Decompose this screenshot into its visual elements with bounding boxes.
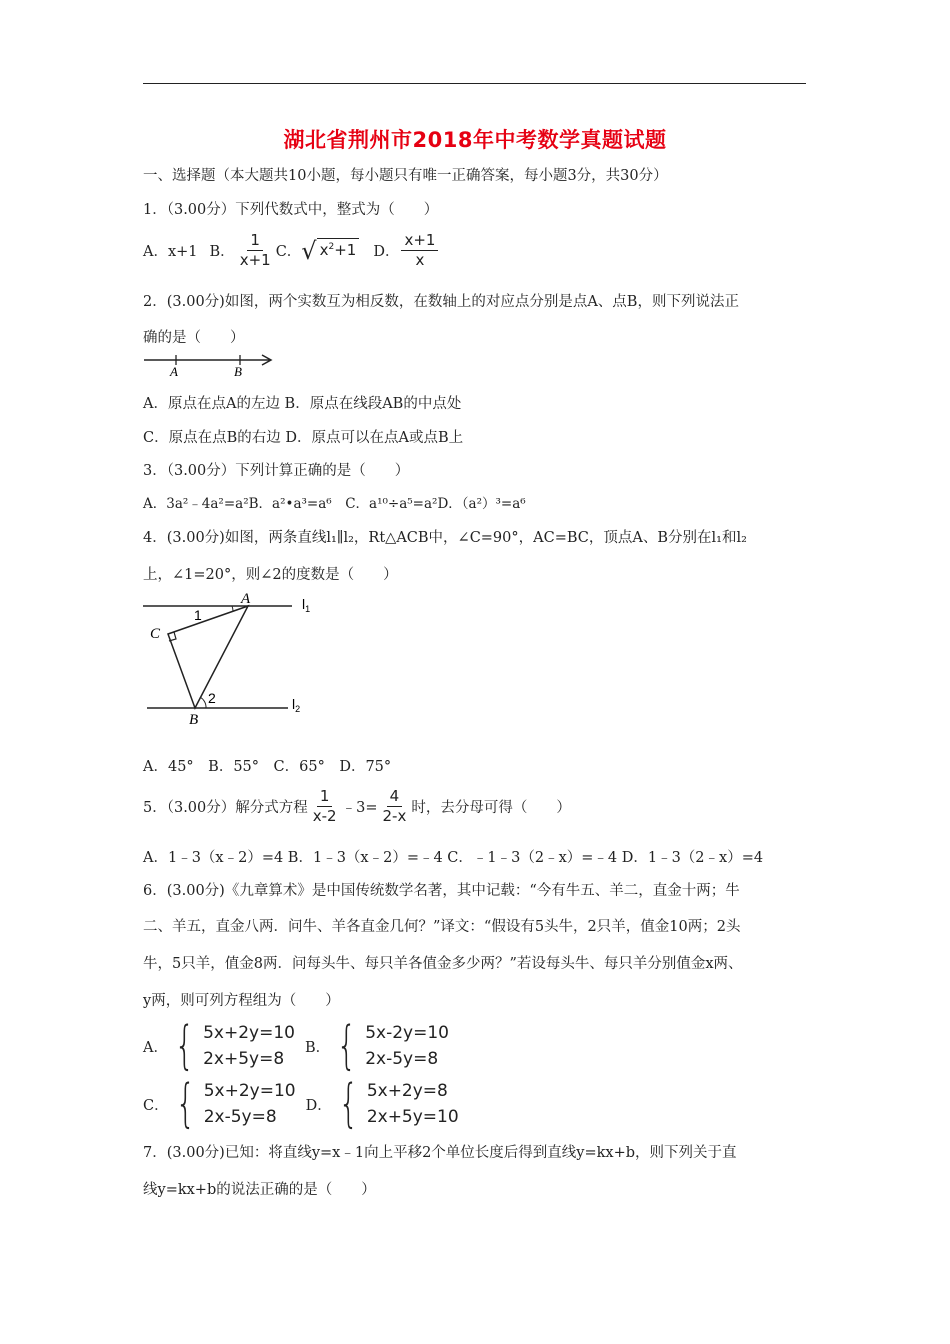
q1-options: [143, 232, 440, 270]
q3-options: A．3a²﹣4a²=a²B．a²•a³=a⁶ C．a¹⁰÷a⁵=a²D．（a²）³=a⁶: [143, 496, 526, 512]
brace-icon: {: [336, 1016, 357, 1076]
fraction-numerator: 1: [247, 232, 263, 251]
q7-stem-line1: 7．(3.00分)已知：将直线y=x﹣1向上平移2个单位长度后得到直线y=kx+b，则下列关于直: [143, 1145, 737, 1161]
angle-2-arc: [200, 697, 206, 708]
l1-letter: l: [302, 596, 306, 612]
q4-stem-line1: 4．(3.00分)如图，两条直线l₁∥l₂，Rt△ACB中，∠C=90°，AC=BC，顶点A、B分别在l₁和l₂: [143, 530, 747, 546]
triangle-figure: [140, 588, 320, 730]
q5-options: A．1﹣3（x﹣2）=4 B．1﹣3（x﹣2）=﹣4 C．﹣1﹣3（2﹣x）=﹣4 D．1﹣3（2﹣x）=4: [143, 850, 764, 866]
q5-stem: [143, 788, 571, 826]
q5-middle: ﹣3=: [341, 800, 378, 817]
q3-stem: 3．（3.00分）下列计算正确的是（ ）: [143, 463, 410, 479]
l1-subscript: 1: [305, 604, 311, 614]
equation-line: 2x+5y=10: [366, 1107, 459, 1127]
q1-option-d-fraction: [401, 232, 438, 270]
fraction-numerator: 1: [317, 788, 333, 807]
q4-options: A．45° B．55° C．65° D．75°: [143, 759, 392, 775]
q1-option-c-sqrt: [301, 238, 359, 264]
q1-option-c-label: C．: [275, 244, 302, 261]
equation-line: 2x-5y=8: [365, 1049, 439, 1069]
l2-subscript: 2: [295, 704, 301, 714]
q6-option-d-label: D．: [305, 1097, 332, 1114]
radicand-tail: +1: [334, 240, 357, 259]
brace-icon: {: [174, 1016, 195, 1076]
radicand: [317, 238, 360, 264]
section-heading: 一、选择题（本大题共10小题，每小题只有唯一正确答案，每小题3分，共30分）: [143, 168, 668, 184]
fraction-numerator: 4: [387, 788, 403, 807]
q1-option-b-label: B．: [209, 244, 235, 261]
l2-letter: l: [292, 696, 296, 712]
vertex-b-label: B: [189, 712, 199, 728]
q5-suffix: 时，去分母可得（ ）: [411, 800, 571, 817]
q2-options-line2: C．原点在点B的右边 D．原点可以在点A或点B上: [143, 430, 464, 446]
q6-option-c-label: C．: [143, 1097, 169, 1114]
equation-line: 2x+5y=8: [203, 1049, 285, 1069]
q6-option-d-system: [332, 1074, 459, 1134]
fraction-denominator: 2-x: [382, 807, 407, 826]
fraction-denominator: x: [415, 251, 425, 270]
angle-2-label: 2: [208, 690, 216, 706]
sqrt-sign-icon: √: [301, 236, 317, 265]
q6-options-row2: [143, 1074, 459, 1134]
equation-line: 5x-2y=10: [365, 1023, 449, 1043]
q6-stem-line1: 6．(3.00分)《九章算术》是中国传统数学名著，其中记载：“今有牛五、羊二，直金十两；牛: [143, 883, 740, 899]
line-l2-label: [292, 696, 300, 714]
vertex-a-label: A: [241, 591, 251, 607]
q1-stem: 1．（3.00分）下列代数式中，整式为（ ）: [143, 202, 439, 218]
point-b-label: B: [234, 364, 242, 378]
number-line-figure: [140, 348, 280, 378]
q6-stem-line3: 牛，5只羊，值金8两．问每头牛、每只羊各值金多少两？”若设每头牛、每只羊分别值金x两、: [143, 956, 743, 972]
q1-option-a: A．x+1: [143, 244, 198, 261]
fraction-numerator: x+1: [401, 232, 438, 251]
q6-option-c-system: [169, 1074, 296, 1134]
fraction-denominator: x-2: [312, 807, 337, 826]
q1-option-b-fraction: [237, 232, 274, 270]
q2-options-line1: A．原点在点A的左边 B．原点在线段AB的中点处: [143, 396, 462, 412]
equation-line: 5x+2y=10: [203, 1081, 296, 1101]
q2-stem-line2: 确的是（ ）: [143, 330, 245, 346]
q1-option-d-label: D．: [373, 244, 400, 261]
vertex-c-label: C: [150, 626, 161, 642]
q5-prefix: 5．（3.00分）解分式方程: [143, 800, 308, 817]
equation-line: 5x+2y=10: [203, 1023, 295, 1043]
q5-fraction-2: [379, 788, 409, 826]
line-l1-label: [302, 596, 310, 614]
radicand-base: x: [319, 240, 329, 259]
radicand-exponent: 2: [328, 241, 335, 252]
q7-stem-line2: 线y=kx+b的说法正确的是（ ）: [143, 1182, 376, 1198]
q6-stem-line2: 二、羊五，直金八两．问牛、羊各直金几何？”译文：“假设有5头牛，2只羊，值金10两；2头: [143, 919, 741, 935]
q6-option-a-label: A．: [143, 1039, 168, 1056]
q5-fraction-1: [310, 788, 340, 826]
q6-option-a-system: [168, 1016, 295, 1076]
q6-option-b-label: B．: [304, 1039, 331, 1056]
q4-stem-line2: 上，∠1=20°，则∠2的度数是（ ）: [143, 567, 398, 583]
fraction-denominator: x+1: [239, 251, 271, 270]
brace-icon: {: [175, 1074, 196, 1134]
point-a-label: A: [170, 364, 178, 378]
q6-stem-line4: y两，则可列方程组为（ ）: [143, 993, 340, 1009]
equation-line: 5x+2y=8: [366, 1081, 448, 1101]
equation-line: 2x-5y=8: [203, 1107, 277, 1127]
top-rule: [143, 83, 806, 84]
q2-stem-line1: 2．(3.00分)如图，两个实数互为相反数，在数轴上的对应点分别是点A、点B，则下列说法正: [143, 294, 739, 310]
brace-icon: {: [338, 1074, 359, 1134]
page-title: 湖北省荆州市2018年中考数学真题试题: [283, 128, 667, 152]
q6-option-b-system: [330, 1016, 449, 1076]
angle-1-label: 1: [194, 607, 202, 623]
q6-options-row1: [143, 1016, 449, 1076]
